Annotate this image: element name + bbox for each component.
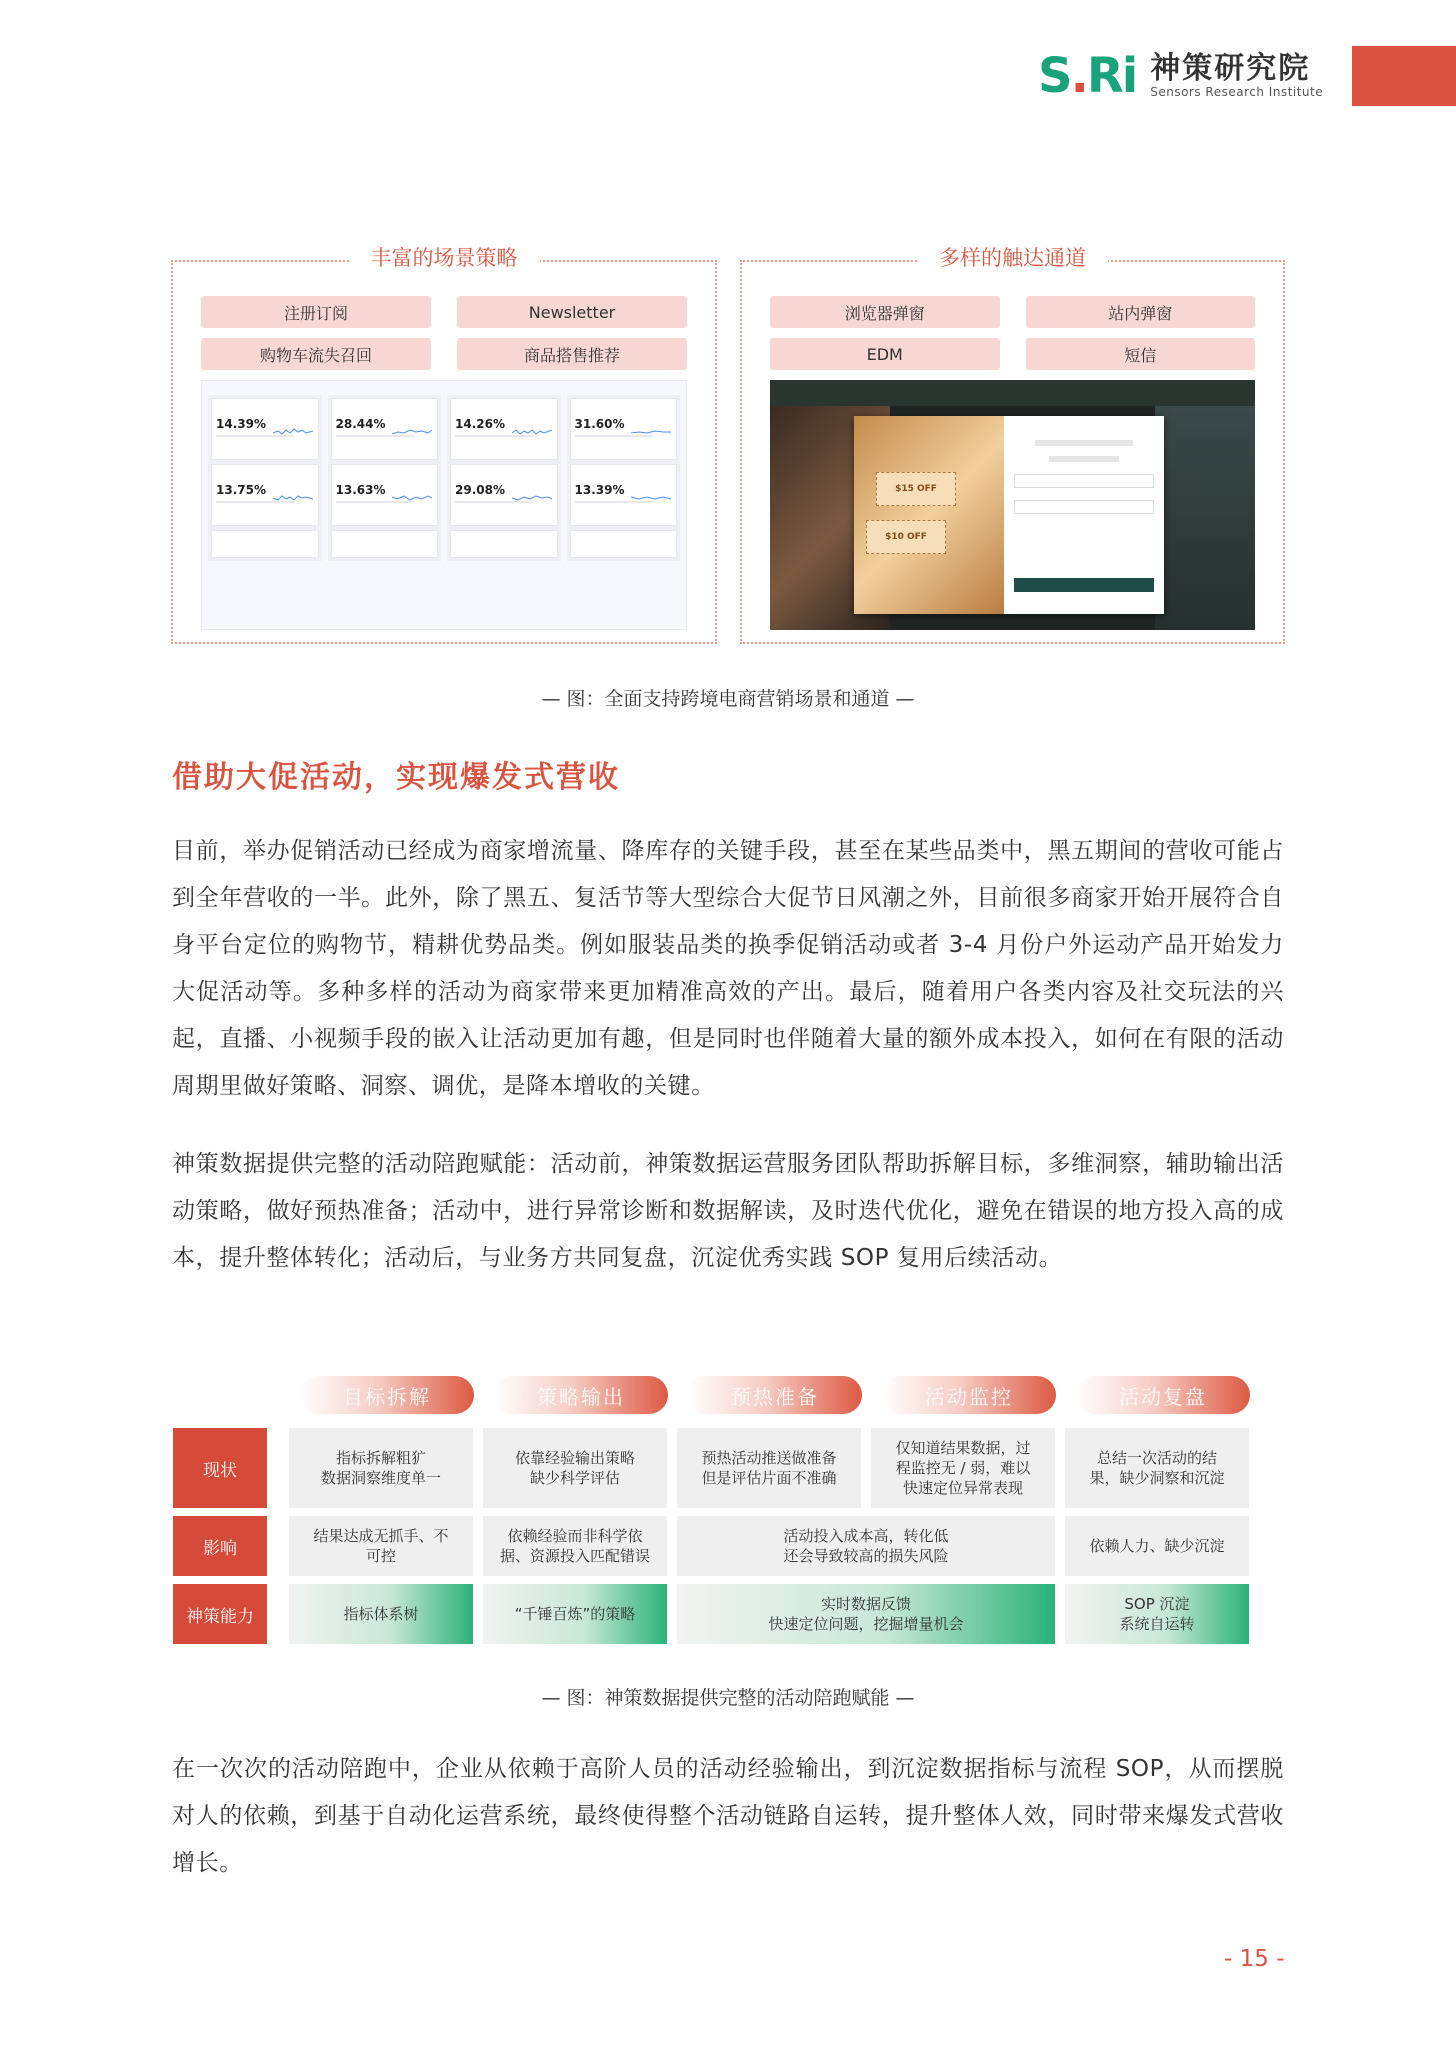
- metric-percent: 14.39%: [216, 417, 266, 431]
- brand-name-en: Sensors Research Institute: [1150, 84, 1324, 99]
- metric-percent: 28.44%: [335, 417, 386, 431]
- channel-tag: 短信: [1026, 338, 1256, 370]
- status-cell: 依靠经验输出策略 缺少科学评估: [483, 1428, 667, 1508]
- coupon: $10 OFF: [866, 520, 946, 554]
- stage-pill: 目标拆解: [300, 1376, 474, 1414]
- stage-pill: 活动复盘: [1076, 1376, 1250, 1414]
- scenario-tag: 注册订阅: [201, 296, 431, 328]
- popup-submit-button: [1014, 578, 1154, 592]
- metric-percent: 13.63%: [335, 483, 386, 497]
- section-title: 借助大促活动，实现爆发式营收: [172, 760, 620, 795]
- stage-pill: 策略输出: [494, 1376, 668, 1414]
- impact-cell: 活动投入成本高，转化低 还会导致较高的损失风险: [677, 1516, 1055, 1576]
- capability-cell: “千锤百炼”的策略: [483, 1584, 667, 1644]
- brand: [1038, 48, 1324, 104]
- capability-cell: 指标体系树: [289, 1584, 473, 1644]
- impact-cell: 结果达成无抓手、不 可控: [289, 1516, 473, 1576]
- row-label-impact: 影响: [173, 1516, 267, 1576]
- sparkline-icon: [512, 425, 552, 439]
- status-cell: 指标拆解粗犷 数据洞察维度单一: [289, 1428, 473, 1508]
- stage-pill: 活动监控: [882, 1376, 1056, 1414]
- scenario-tag: 购物车流失召回: [201, 338, 431, 370]
- dashboard-screenshot: [201, 380, 687, 630]
- status-cell: 仅知道结果数据，过 程监控无 / 弱，难以 快速定位异常表现: [871, 1428, 1055, 1508]
- brand-name-cn: 神策研究院: [1150, 51, 1311, 87]
- status-cell: 预热活动推送做准备 但是评估片面不准确: [677, 1428, 861, 1508]
- sparkline-icon: [392, 491, 432, 505]
- capability-cell: 实时数据反馈 快速定位问题，挖掘增量机会: [677, 1584, 1055, 1644]
- sparkline-icon: [273, 491, 313, 505]
- channel-tag: EDM: [770, 338, 1000, 370]
- paragraph-2: 神策数据提供完整的活动陪跑赋能：活动前，神策数据运营服务团队帮助拆解目标，多维洞察，辅助输出活动策略，做好预热准备；活动中，进行异常诊断和数据解读，及时迭代优化，避免在错误的地方投入高的成本，提升整体转化；活动后，与业务方共同复盘，沉淀优秀实践 SOP 复用后续活动。: [172, 1151, 1284, 1271]
- metric-percent: 29.08%: [455, 483, 505, 497]
- marketing-popup: [854, 416, 1164, 614]
- capability-cell: SOP 沉淀 系统自运转: [1065, 1584, 1249, 1644]
- metric-percent: 31.60%: [574, 417, 625, 431]
- figure1-caption: — 图：全面支持跨境电商营销场景和通道 —: [541, 688, 915, 710]
- channel-panel-title: 多样的触达通道: [917, 246, 1108, 270]
- scenario-panel-title: 丰富的场景策略: [349, 246, 540, 270]
- sparkline-icon: [392, 425, 432, 439]
- stage-pill: 预热准备: [688, 1376, 862, 1414]
- paragraph-3: 在一次次的活动陪跑中，企业从依赖于高阶人员的活动经验输出，到沉淀数据指标与流程 SOP，从而摆脱对人的依赖，到基于自动化运营系统，最终使得整个活动链路自运转，提升整体人效，同时带来爆发式营收增长。: [172, 1756, 1284, 1876]
- sparkline-icon: [631, 491, 671, 505]
- row-label-status: 现状: [173, 1428, 267, 1508]
- popup-screenshot: [770, 380, 1255, 630]
- channel-tag: 浏览器弹窗: [770, 296, 1000, 328]
- sparkline-icon: [273, 425, 313, 439]
- metric-percent: 14.26%: [455, 417, 505, 431]
- sri-logo: S.Ri: [1038, 48, 1137, 104]
- impact-cell: 依赖人力、缺少沉淀: [1065, 1516, 1249, 1576]
- status-cell: 总结一次活动的结 果，缺少洞察和沉淀: [1065, 1428, 1249, 1508]
- touchpoint-channel-panel: [740, 246, 1285, 644]
- metric-percent: 13.39%: [574, 483, 625, 497]
- page-number: - 15 -: [1224, 1946, 1285, 1972]
- metric-percent: 13.75%: [216, 483, 266, 497]
- sparkline-icon: [512, 491, 552, 505]
- channel-tag: 站内弹窗: [1026, 296, 1256, 328]
- row-label-capability: 神策能力: [173, 1584, 267, 1644]
- impact-cell: 依赖经验而非科学依 据、资源投入匹配错误: [483, 1516, 667, 1576]
- figure2-caption: — 图：神策数据提供完整的活动陪跑赋能 —: [541, 1687, 915, 1709]
- corner-accent-bar: [1352, 46, 1456, 106]
- paragraph-1: 目前，举办促销活动已经成为商家增流量、降库存的关键手段，甚至在某些品类中，黑五期间的营收可能占到全年营收的一半。此外，除了黑五、复活节等大型综合大促节日风潮之外，目前很多商家开始开展符合自身平台定位的购物节，精耕优势品类。例如服装品类的换季促销活动或者 3-4 月份户外运动产品开始发力大促活动等。多种多样的活动为商家带来更加精准高效的产出。最后，随着用户各类内容及社交玩法的兴起，直播、小视频手段的嵌入让活动更加有趣，但是同时也伴随着大量的额外成本投入，如何在有限的活动周期里做好策略、洞察、调优，是降本增收的关键。: [172, 838, 1284, 1099]
- scenario-tag: Newsletter: [457, 296, 687, 328]
- coupon: $15 OFF: [876, 472, 956, 506]
- scenario-strategy-panel: [171, 246, 717, 644]
- scenario-tag: 商品搭售推荐: [457, 338, 687, 370]
- sparkline-icon: [631, 425, 671, 439]
